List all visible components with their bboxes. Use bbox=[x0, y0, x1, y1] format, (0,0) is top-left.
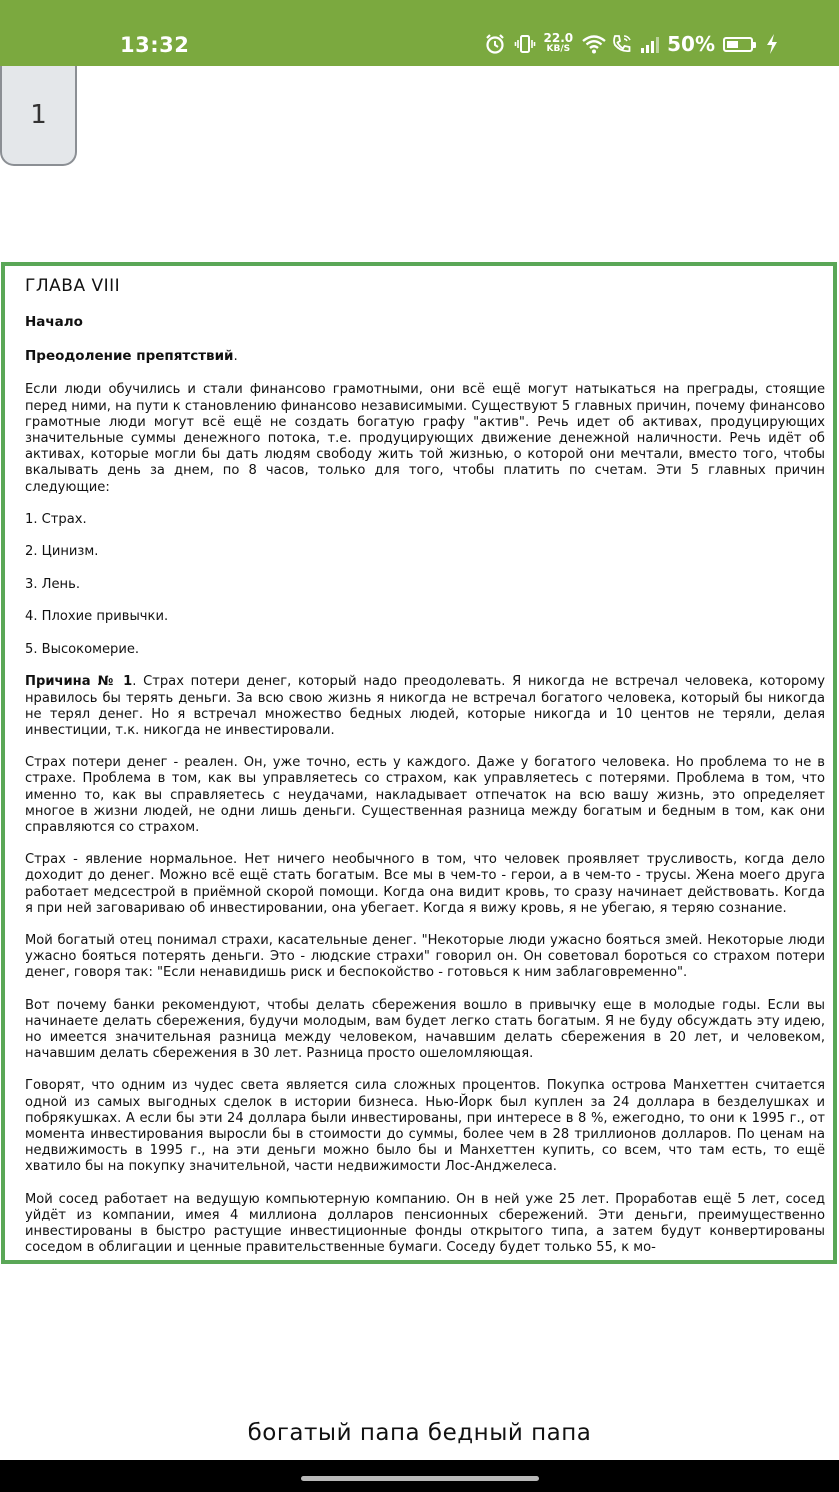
list-item: 5. Высокомерие. bbox=[25, 641, 140, 657]
paragraph: Страх - явление нормальное. Нет ничего необычного в том, что человек проявляет трусливость, когда дело доходит до денег. Можно всё ещё стать богатым. Все мы в чем-то - герои, а в чем-то - трусы. Жена моего друга работает медсестрой в приёмной скорой помощи. Когда она видит кровь, то сразу начинает действовать. Когда я при ней заговариваю об инвестировании, она убегает. Когда я вижу кровь, я не убегаю, я теряю сознание. bbox=[25, 852, 825, 916]
charging-icon bbox=[761, 33, 783, 55]
chapter-title: ГЛАВА VIII bbox=[25, 276, 121, 296]
wifi-icon bbox=[581, 33, 603, 55]
list-item: 1. Страх. bbox=[25, 511, 87, 527]
home-gesture-handle[interactable] bbox=[301, 1476, 539, 1481]
list-item: 4. Плохие привычки. bbox=[25, 609, 169, 625]
paragraph: Мой богатый отец понимал страхи, касательные денег. "Некоторые люди ужасно бояться змей. Некоторые люди ужасно бояться потерять деньги. Это - людские страхи" говорил он. Он советовал бороться со страхом потери денег, говоря так: "Если ненавидишь риск и беспокойство - готовься к ним заблаговременно". bbox=[25, 932, 825, 981]
status-icons bbox=[484, 32, 783, 56]
status-time: 13:32 bbox=[120, 33, 190, 57]
navigation-bar bbox=[0, 1460, 839, 1492]
vibrate-icon bbox=[514, 33, 536, 55]
battery-icon bbox=[723, 37, 753, 52]
reasons-list bbox=[25, 512, 825, 658]
network-speed bbox=[544, 33, 574, 55]
subtitle-text: Преодоление препятствий bbox=[25, 348, 234, 365]
network-speed-unit: KB/S bbox=[546, 44, 571, 54]
book-title: богатый папа бедный папа bbox=[247, 1420, 592, 1446]
wifi-call-icon bbox=[611, 33, 633, 55]
subtitle-suffix: . bbox=[233, 348, 238, 365]
status-bar bbox=[0, 0, 839, 66]
alarm-icon bbox=[484, 33, 506, 55]
paragraph: Страх потери денег - реален. Он, уже точно, есть у каждого. Даже у богатого человека. Но проблема то не в страхе. Проблема в том, как вы управляетесь со страхом, как управляетесь с потерями. Проблема в том, что именно то, как вы справляетесь с неудачами, накладывает отпечаток на всю вашу жизнь, это определяет многое в жизни людей, не одни лишь деньги. Существенная разница между богатым и бедным в том, как они справляются со страхом. bbox=[25, 755, 825, 835]
cell-signal-icon bbox=[641, 35, 659, 53]
reason1-paragraph bbox=[25, 674, 825, 739]
paragraph: Мой сосед работает на ведущую компьютерную компанию. Он в ней уже 25 лет. Проработав ещё 5 лет, сосед уйдёт из компании, имея 4 миллиона долларов пенсионных сбережений. Эти деньги, преимущественно инвестированы в быстро растущие инвестиционные фонды открытого типа, а затем будут конвертированы соседом в облигации и ценные правительственные бумаги. Соседу будет только 55, к мо- bbox=[25, 1191, 825, 1256]
document-page[interactable] bbox=[1, 262, 837, 1264]
page-number-tab[interactable] bbox=[0, 66, 77, 166]
battery-percent: 50% bbox=[667, 32, 715, 56]
paragraph: Вот почему банки рекомендуют, чтобы делать сбережения вошло в привычку еще в молодые годы. Если вы начинаете делать сбережения, будучи молодым, вам будет легко стать богатым. Я не буду обсуждать эту идею, но имеется значительная разница между человеком, начавшим делать сбережения в 20 лет, и человеком, начавшим делать сбережения в 30 лет. Разница просто ошеломляющая. bbox=[25, 997, 825, 1062]
paragraph: Говорят, что одним из чудес света является сила сложных процентов. Покупка острова Манхеттен считается одной из самых выгодных сделок в истории бизнеса. Нью-Йорк был куплен за 24 доллара в безделушках и побрякушках. А если бы эти 24 доллара были инвестированы, при интересе в 8 %, ежегодно, то они к 1995 г., от момента инвестирования выросли бы в стоимости до суммы, более чем в 28 триллионов долларов. По ценам на недвижимость в 1995 г., на эти деньги можно было бы и Манхеттен купить, со всем, что там есть, то ещё хватило бы на покупку значительной, части недвижимости Лос-Анджелеса. bbox=[25, 1078, 825, 1175]
intro-paragraph: Если люди обучились и стали финансово грамотными, они всё ещё могут натыкаться на преграды, стоящие перед ними, на пути к становлению финансово независимыми. Существуют 5 главных причин, почему финансово грамотные люди могут всё ещё не создать богатую графу "актив". Речь идет об активах, продуцирующих значительные суммы денежного потока, т.е. продуцирующих движение денежной наличности. Речь идёт об активах, которые могли бы дать людям свободу жить той жизнью, о которой они мечтали, вместо того, чтобы вкалывать день за днем, по 8 часов, только для того, чтобы платить по счетам. Эти 5 главных причин следующие: bbox=[25, 382, 825, 495]
network-speed-value: 22.0 bbox=[543, 31, 574, 45]
page-number: 1 bbox=[30, 100, 47, 130]
document-content bbox=[25, 276, 825, 1264]
reason1-lead: Причина № 1 bbox=[25, 674, 133, 690]
subtitle bbox=[25, 348, 825, 364]
battery-fill bbox=[727, 41, 738, 48]
reason1-text: . Страх потери денег, который надо преодолевать. Я никогда не встречал человека, которому нравилось бы терять деньги. За всю свою жизнь я никогда не встречал богатого человека, который бы никогда не терял денег. Но я встречал множество бедных людей, которые никогда и 10 центов не теряли, делая инвестиции, т.к. никогда не инвестировали. bbox=[25, 674, 825, 738]
section-title: Начало bbox=[25, 314, 83, 330]
list-item: 2. Цинизм. bbox=[25, 544, 99, 560]
list-item: 3. Лень. bbox=[25, 576, 80, 592]
